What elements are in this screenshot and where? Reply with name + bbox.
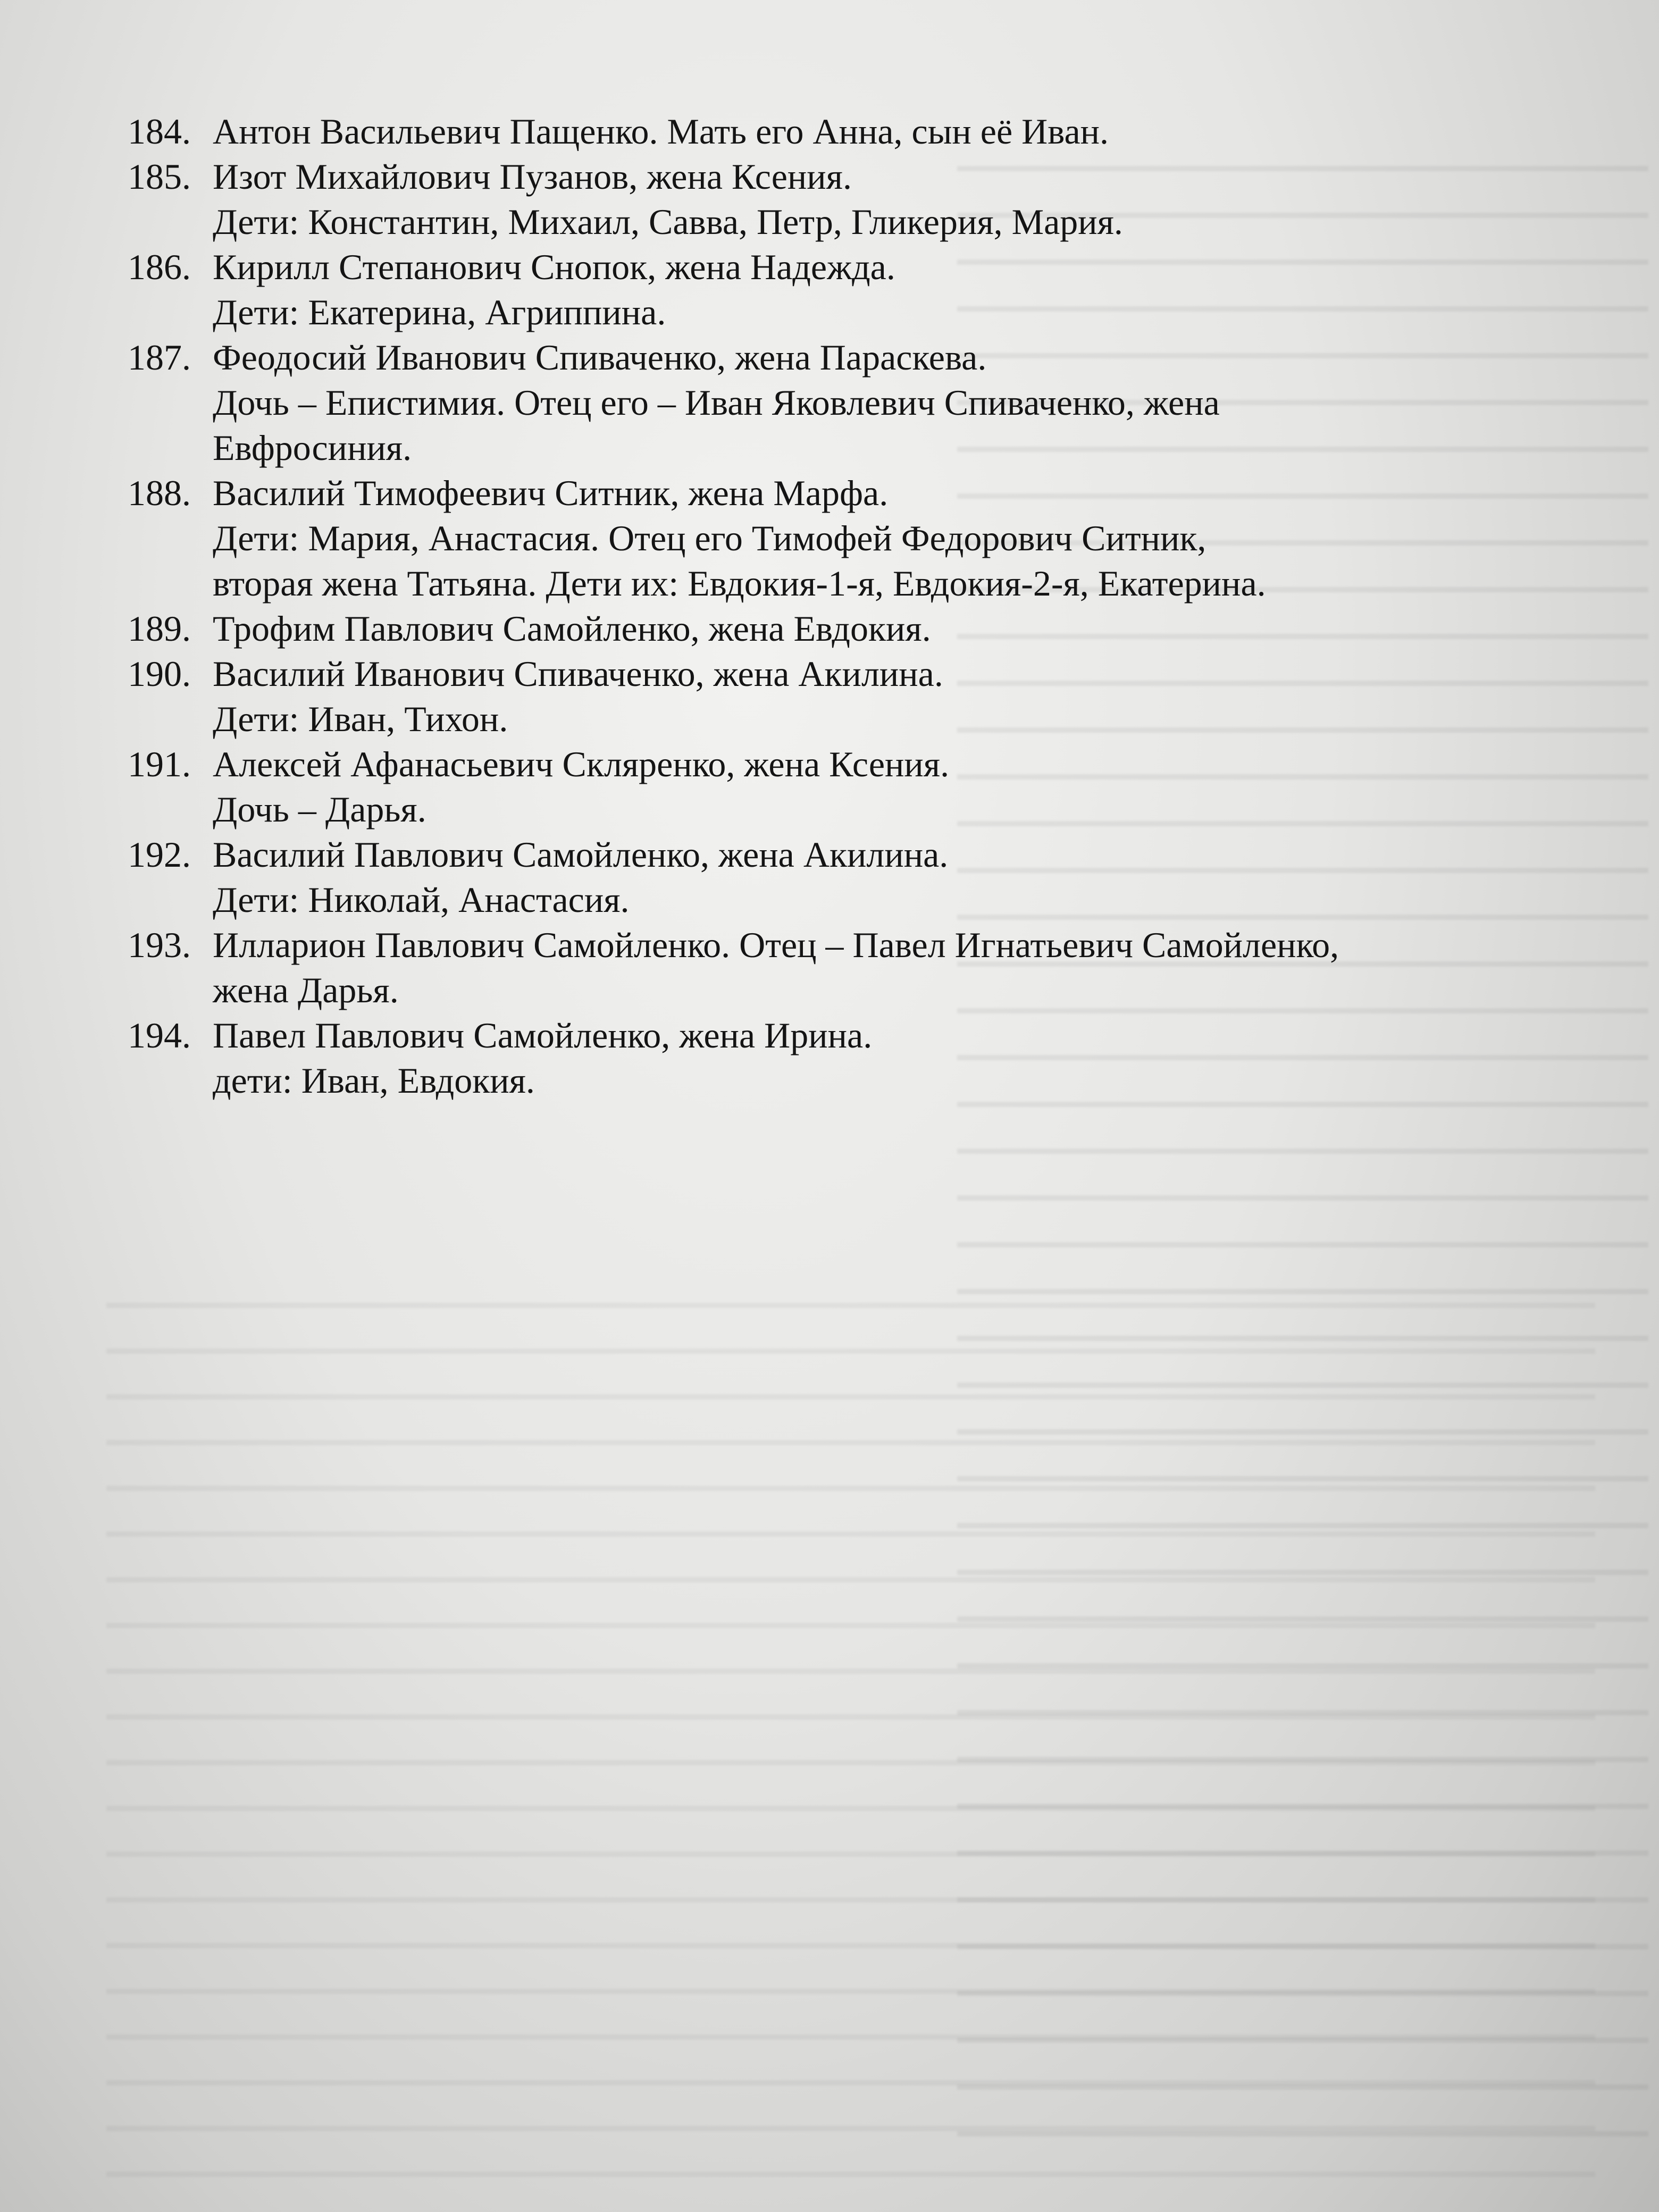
entry-number: 193. <box>128 925 191 965</box>
entry-line: Дети: Екатерина, Агриппина. <box>213 292 666 332</box>
entry-line: Василий Иванович Спиваченко, жена Акилина. <box>213 653 943 694</box>
entry-line: Феодосий Иванович Спиваченко, жена Параскева. <box>213 337 987 378</box>
entry-line: Дети: Мария, Анастасия. Отец его Тимофей Федорович Ситник, <box>213 518 1206 558</box>
entry-number: 186. <box>128 247 191 287</box>
entry-line: Василий Тимофеевич Ситник, жена Марфа. <box>213 473 889 513</box>
show-through-text-lower <box>106 1276 1595 2180</box>
entry-line: Илларион Павлович Самойленко. Отец – Павел Игнатьевич Самойленко, <box>213 925 1339 965</box>
list-item <box>128 832 1563 923</box>
list-item <box>128 1013 1563 1103</box>
list-item <box>128 335 1563 471</box>
entry-line: Василий Павлович Самойленко, жена Акилина. <box>213 834 949 875</box>
entry-line: Кирилл Степанович Снопок, жена Надежда. <box>213 247 895 287</box>
entry-line: Алексей Афанасьевич Скляренко, жена Ксения. <box>213 744 950 784</box>
entry-number: 191. <box>128 744 191 784</box>
entry-line: Евфросиния. <box>213 428 412 468</box>
entry-number: 185. <box>128 156 191 197</box>
entry-number: 187. <box>128 337 191 378</box>
list-item <box>128 109 1563 154</box>
list-item <box>128 245 1563 335</box>
entry-line: Павел Павлович Самойленко, жена Ирина. <box>213 1015 873 1055</box>
entry-line: Дети: Константин, Михаил, Савва, Петр, Гликерия, Мария. <box>213 202 1123 242</box>
entry-number: 192. <box>128 834 191 875</box>
entry-line: Трофим Павлович Самойленко, жена Евдокия. <box>213 608 931 649</box>
entry-line: Дети: Николай, Анастасия. <box>213 879 630 920</box>
entry-line: Дочь – Епистимия. Отец его – Иван Яковлевич Спиваченко, жена <box>213 382 1220 423</box>
entry-line: Дочь – Дарья. <box>213 789 426 830</box>
entry-number: 194. <box>128 1015 191 1055</box>
list-item <box>128 651 1563 742</box>
entry-line: дети: Иван, Евдокия. <box>213 1060 535 1101</box>
entry-number: 184. <box>128 111 191 152</box>
list-item <box>128 471 1563 606</box>
entry-line: Антон Васильевич Пащенко. Мать его Анна, сын её Иван. <box>213 111 1109 152</box>
list-item <box>128 154 1563 245</box>
entry-number: 188. <box>128 473 191 513</box>
genealogy-list <box>128 109 1563 1103</box>
list-item <box>128 923 1563 1013</box>
list-item <box>128 606 1563 651</box>
entry-line: Дети: Иван, Тихон. <box>213 699 508 739</box>
list-item <box>128 742 1563 832</box>
entry-number: 190. <box>128 653 191 694</box>
entry-line: Изот Михайлович Пузанов, жена Ксения. <box>213 156 852 197</box>
entry-line: вторая жена Татьяна. Дети их: Евдокия-1-я, Евдокия-2-я, Екатерина. <box>213 563 1266 604</box>
entry-line: жена Дарья. <box>213 970 399 1010</box>
entry-number: 189. <box>128 608 191 649</box>
